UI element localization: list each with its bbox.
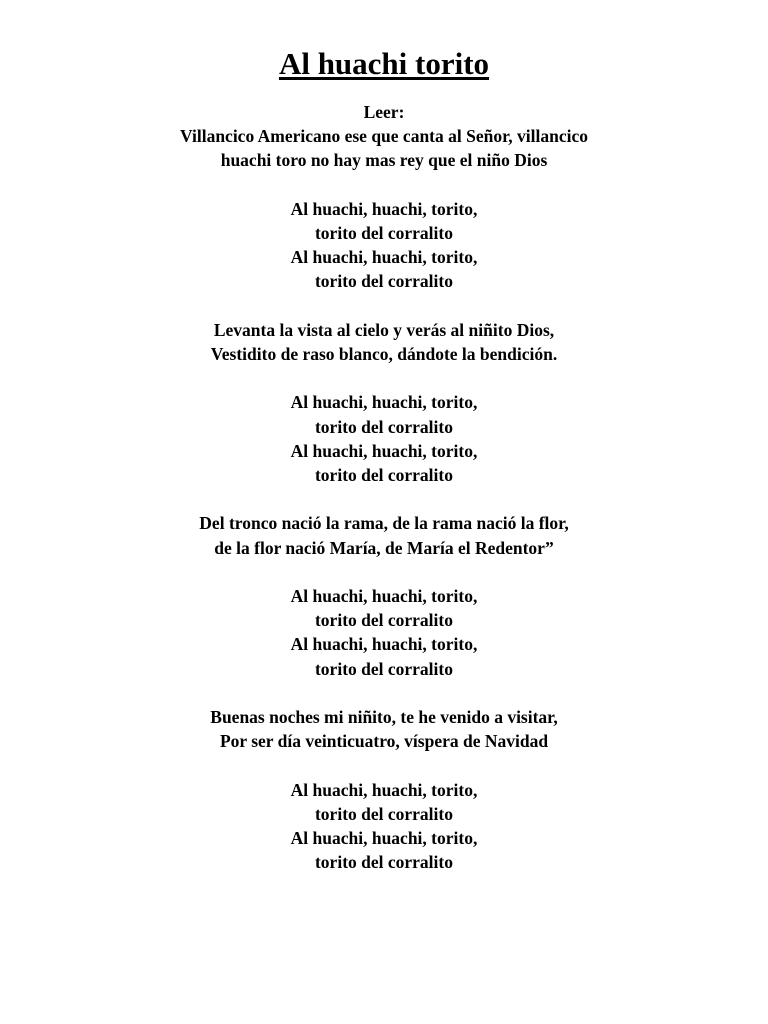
chorus-line: Al huachi, huachi, torito, — [290, 440, 478, 461]
verse-line: Por ser día veinticuatro, víspera de Navidad — [219, 731, 549, 752]
verse-line: de la flor nació María, de María el Redentor” — [214, 537, 554, 558]
chorus-line: torito del corralito — [314, 223, 453, 243]
verse-line: Levanta la vista al cielo y verás al niñito Dios, — [213, 319, 555, 340]
chorus-line: Al huachi, huachi, torito, — [290, 827, 478, 848]
chorus-line: torito del corralito — [314, 803, 453, 824]
chorus-line: torito del corralito — [314, 416, 453, 437]
document-title: Al huachi torito — [278, 46, 490, 81]
chorus-block — [60, 197, 708, 294]
chorus-line: Al huachi, huachi, torito, — [290, 247, 478, 268]
chorus-line: torito del corralito — [314, 852, 453, 873]
chorus-block — [60, 584, 708, 681]
chorus-line: torito del corralito — [314, 610, 453, 631]
chorus-block — [60, 778, 708, 875]
intro-line: huachi toro no hay mas rey que el niño Dios — [220, 150, 548, 171]
chorus-line: torito del corralito — [314, 465, 453, 485]
chorus-line: torito del corralito — [314, 271, 453, 292]
intro-line: Leer: — [363, 102, 405, 122]
chorus-block — [60, 390, 708, 487]
intro-line: Villancico Americano ese que canta al Señor, villancico — [180, 126, 588, 147]
verse-block — [60, 318, 708, 366]
chorus-line: torito del corralito — [314, 658, 453, 679]
verse-block — [60, 511, 708, 559]
chorus-line: Al huachi, huachi, torito, — [290, 585, 478, 606]
chorus-line: Al huachi, huachi, torito, — [290, 198, 478, 219]
verse-line: Del tronco nació la rama, de la rama nació la flor, — [199, 513, 569, 534]
verse-block — [60, 705, 708, 753]
verse-line: Buenas noches mi niñito, te he venido a visitar, — [210, 706, 558, 727]
chorus-line: Al huachi, huachi, torito, — [290, 634, 478, 655]
lyrics-body — [60, 100, 708, 899]
chorus-line: Al huachi, huachi, torito, — [290, 392, 478, 413]
intro-block — [60, 100, 708, 173]
chorus-line: Al huachi, huachi, torito, — [290, 779, 478, 800]
verse-line: Vestidito de raso blanco, dándote la bendición. — [210, 344, 558, 364]
